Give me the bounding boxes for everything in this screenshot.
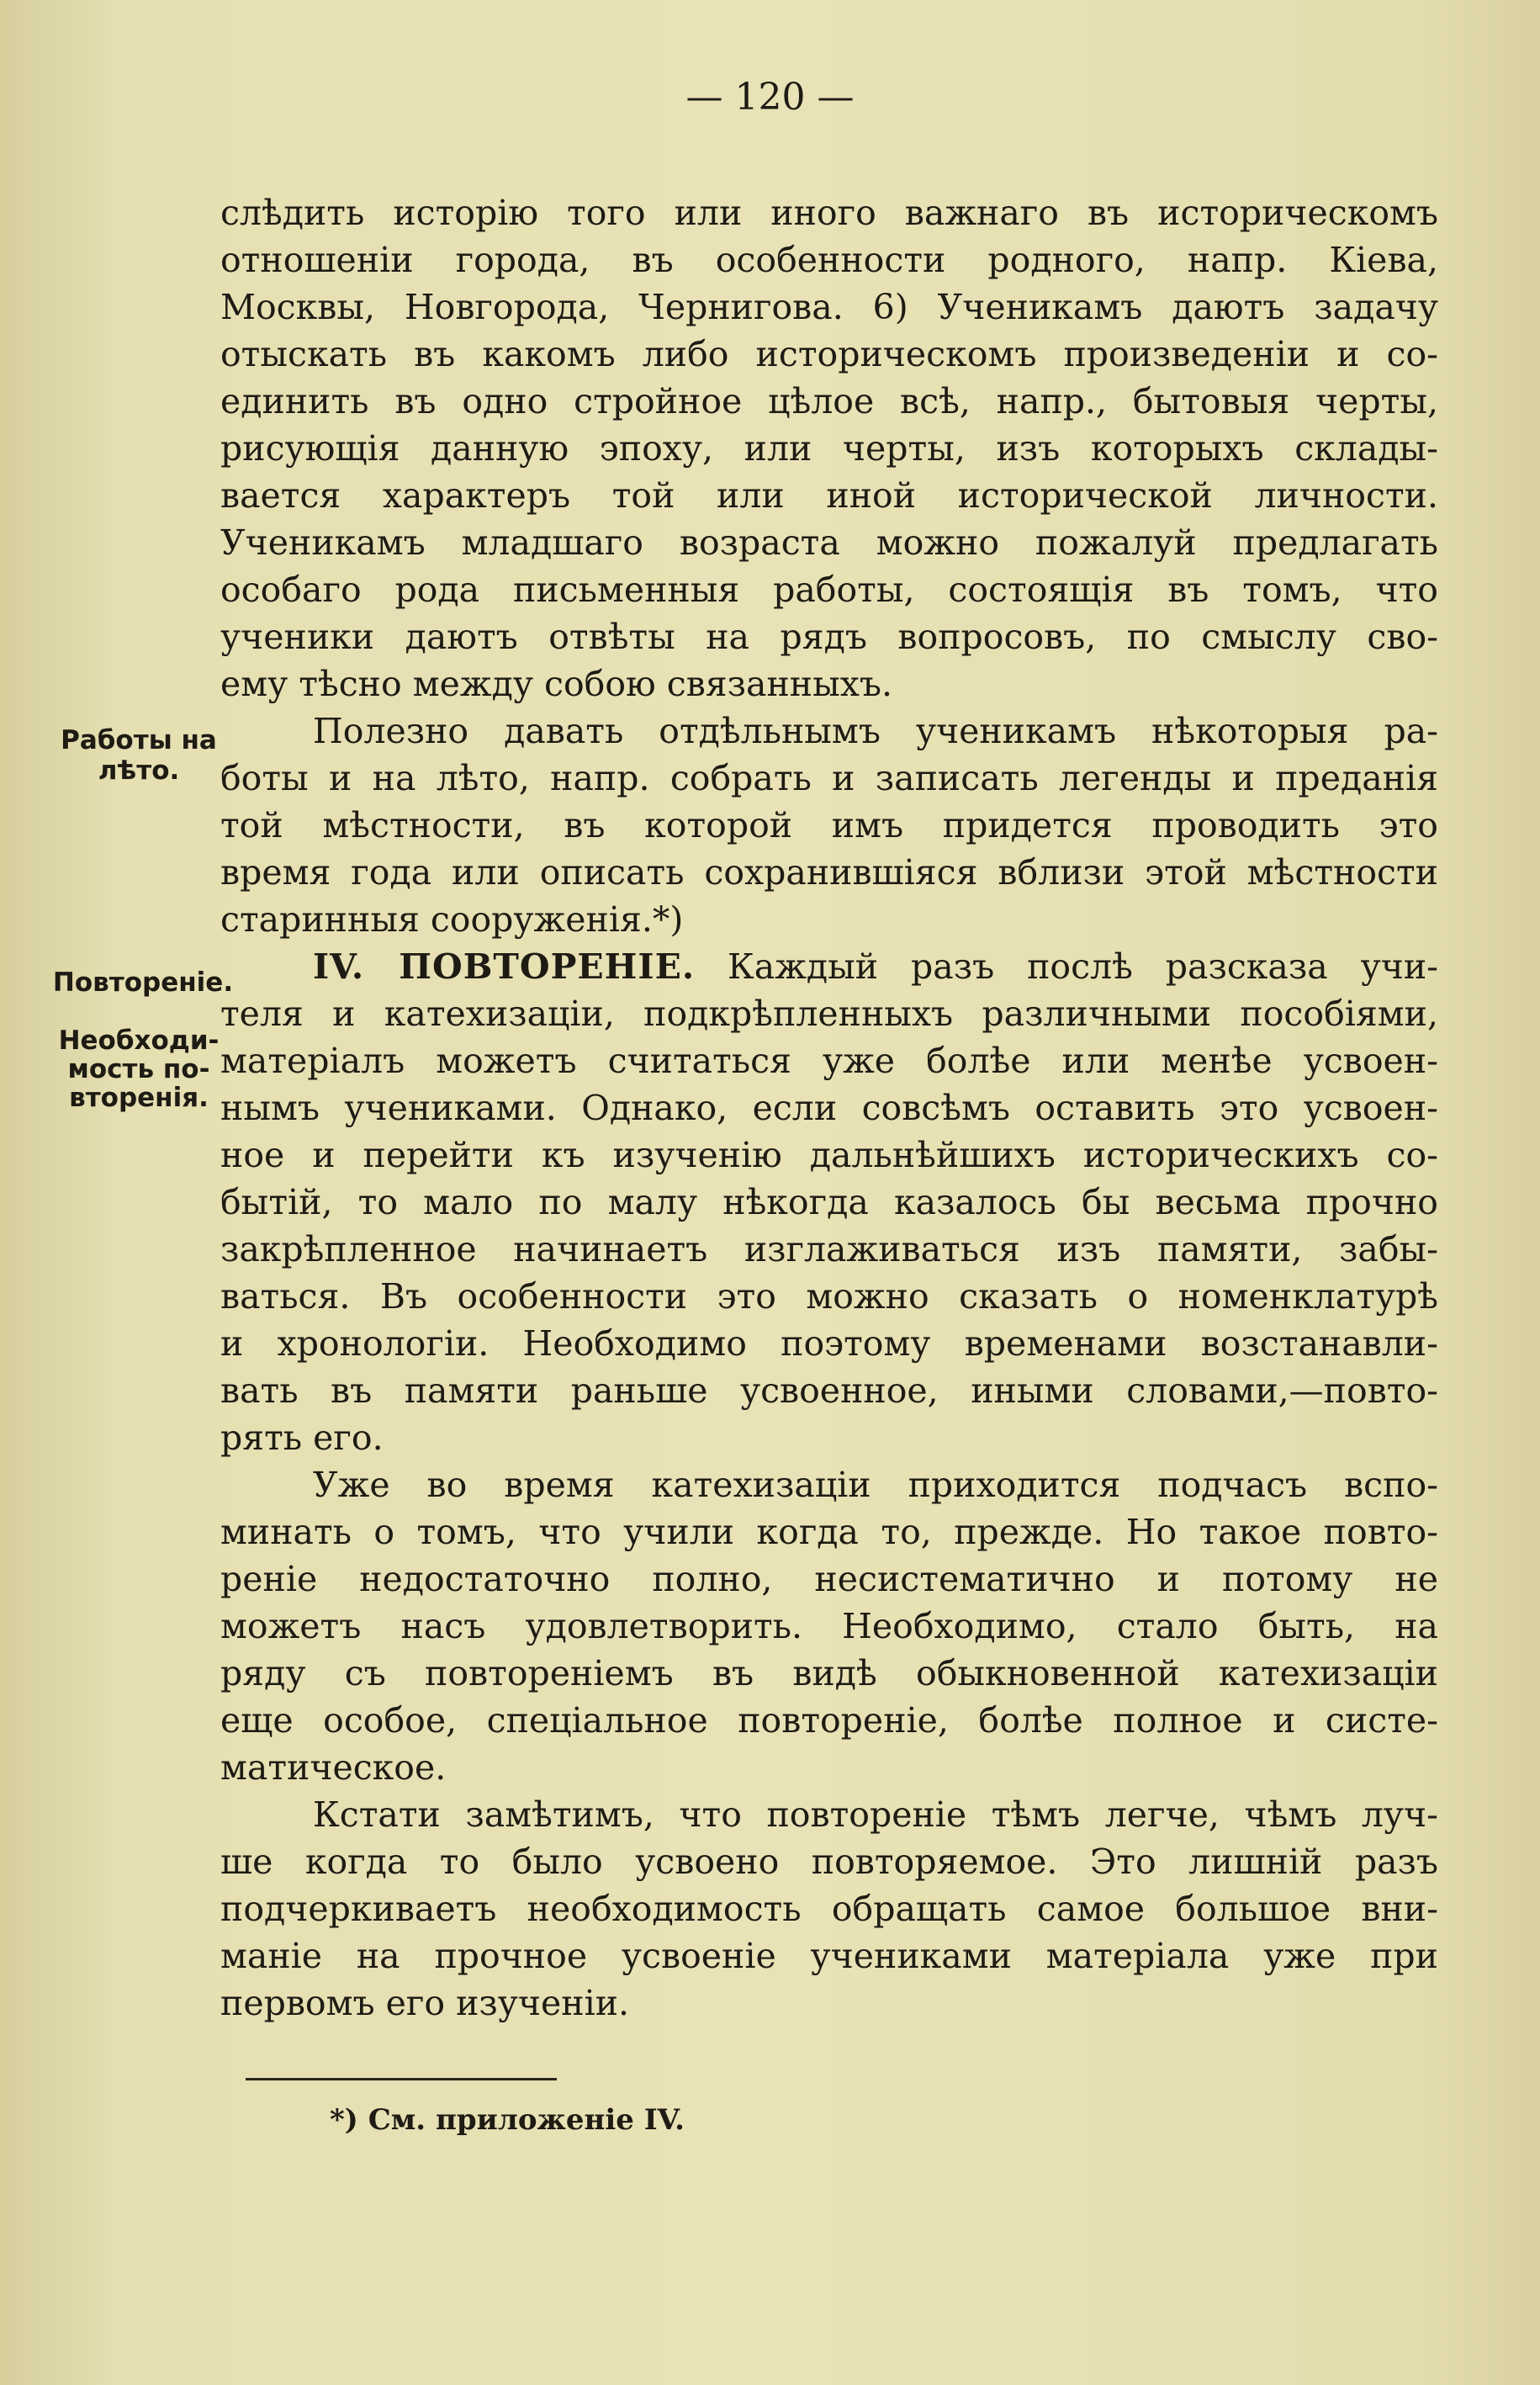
footnote-rule [246,2078,557,2080]
text-line: реніе недостаточно полно, несистематично и потому не [220,1559,1438,1599]
margin-note-line: вторенія. [69,1083,209,1113]
heading-line-rest: Каждый разъ послѣ разсказа учи- [728,946,1438,987]
text-line: маніе на прочное усвоеніе учениками матеріала уже при [220,1936,1438,1976]
text-line: нымъ учениками. Однако, если совсѣмъ оставить это усвоен- [220,1088,1438,1128]
paragraph-summer-work [220,708,1438,943]
text-line: теля и катехизаціи, подкрѣпленныхъ различными пособіями, [220,994,1438,1034]
text-line: подчеркиваетъ необходимость обращать самое большое вни- [220,1889,1438,1929]
text-line: минать о томъ, что учили когда то, прежде. Но такое повто- [220,1512,1438,1552]
text-line: старинныя сооруженія.*) [220,899,684,940]
margin-note-line: Необходи- [58,1026,220,1056]
text-line: и хронологіи. Необходимо поэтому временами возстанавли- [220,1323,1438,1364]
text-line: еще особое, спеціальное повтореніе, болѣе полное и систе- [220,1700,1438,1741]
text-line: боты и на лѣто, напр. собрать и записать легенды и преданія [220,758,1438,798]
section-heading: IV. ПОВТОРЕНІЕ. [313,946,696,987]
text-line: ше когда то было усвоено повторяемое. Это лишній разъ [220,1842,1438,1882]
page-number: — 120 — [685,76,855,119]
text-line: Кстати замѣтимъ, что повтореніе тѣмъ легче, чѣмъ луч- [313,1794,1438,1835]
text-line: Уже во время катехизаціи приходится подчасъ вспо- [313,1465,1438,1505]
text-line: Полезно давать отдѣльнымъ ученикамъ нѣкоторыя ра- [313,711,1438,751]
text-line: рисующія данную эпоху, или черты, изъ которыхъ склады- [220,428,1438,469]
text-line [220,943,1438,990]
text-line: отношеніи города, въ особенности родного, напр. Кіева, [220,240,1438,280]
paragraph-catechization [220,1461,1438,1791]
text-line: время года или описать сохранившіяся вблизи этой мѣстности [220,852,1438,893]
text-line: первомъ его изученіи. [220,1983,630,2023]
text-line: можетъ насъ удовлетворить. Необходимо, стало быть, на [220,1606,1438,1646]
margin-note-line: Работы на [61,725,217,755]
text-line: ему тѣсно между собою связанныхъ. [220,664,892,704]
text-line: особаго рода письменныя работы, состоящія въ томъ, что [220,570,1438,610]
text-line: отыскать въ какомъ либо историческомъ произведеніи и со- [220,334,1438,374]
margin-note-necessity [42,1026,235,1112]
text-line: Ученикамъ младшаго возраста можно пожалуй предлагать [220,522,1438,563]
paragraph-continuation [220,189,1438,708]
text-line: ваться. Въ особенности это можно сказать о номенклатурѣ [220,1276,1438,1317]
text-line: единить въ одно стройное цѣлое всѣ, напр., бытовыя черты, [220,381,1438,421]
text-line: матическое. [220,1747,447,1788]
text-line: закрѣпленное начинаетъ изглаживаться изъ памяти, забы- [220,1229,1438,1269]
text-line: бытій, то мало по малу нѣкогда казалось бы весьма прочно [220,1182,1438,1222]
margin-note-repetition: Повтореніе. [52,967,234,998]
paragraph-repetition [220,943,1438,1461]
text-line: той мѣстности, въ которой имъ придется проводить это [220,805,1438,845]
text-line: Москвы, Новгорода, Чернигова. 6) Ученикамъ даютъ задачу [220,287,1438,327]
margin-note-line: мость по- [67,1054,210,1084]
margin-note-summer-work [42,725,235,786]
text-line: слѣдить исторію того или иного важнаго въ историческомъ [220,193,1438,233]
text-line: ученики даютъ отвѣты на рядъ вопросовъ, по смыслу сво- [220,617,1438,657]
text-line: вать въ памяти раньше усвоенное, иными словами,—повто- [220,1370,1438,1411]
text-line: ряду съ повтореніемъ въ видѣ обыкновенной катехизаціи [220,1653,1438,1693]
text-line: вается характеръ той или иной исторической личности. [220,475,1438,516]
footnote: *) См. приложеніе IV. [330,2103,685,2137]
text-line: матеріалъ можетъ считаться уже болѣе или менѣе усвоен- [220,1041,1438,1081]
text-line: рять его. [220,1418,384,1458]
text-line: ное и перейти къ изученію дальнѣйшихъ историческихъ со- [220,1135,1438,1175]
margin-note-line: лѣто. [98,755,180,786]
paragraph-remark [220,1791,1438,2027]
main-text [220,189,1438,2027]
